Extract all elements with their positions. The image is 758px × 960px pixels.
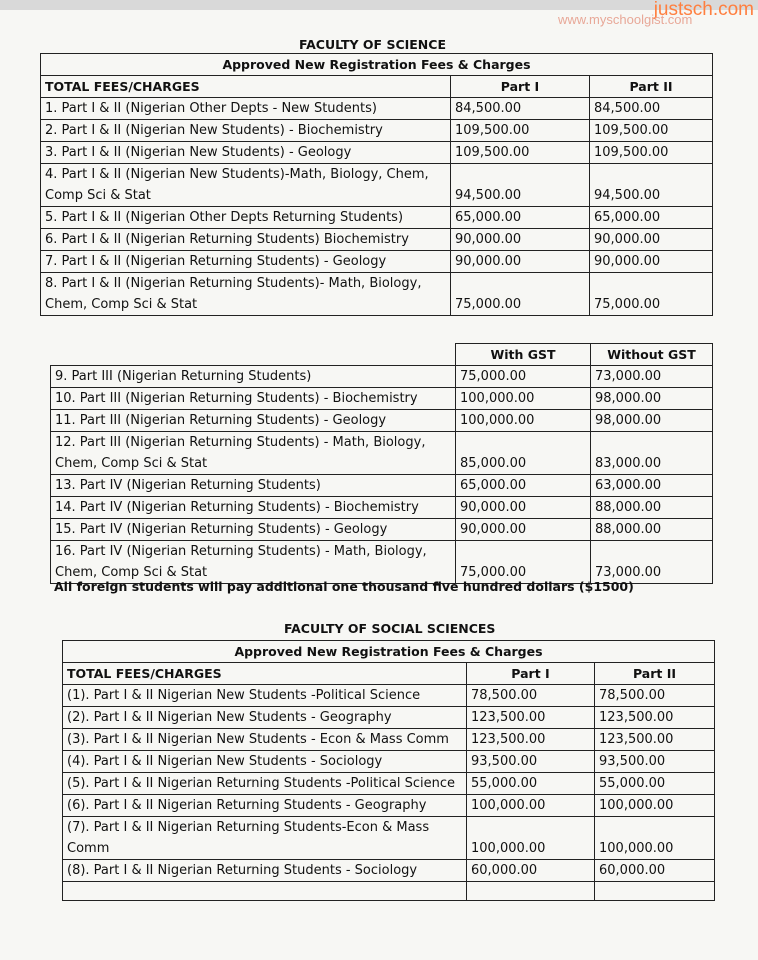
fee-value-col2: 100,000.00 — [595, 817, 715, 860]
fee-description: 3. Part I & II (Nigerian New Students) - Geology — [41, 142, 451, 164]
fee-value-col1: 90,000.00 — [451, 229, 590, 251]
fee-value-col2: 90,000.00 — [590, 229, 713, 251]
table-row — [51, 475, 713, 497]
fee-value-col2: 73,000.00 — [591, 541, 713, 584]
fee-description: (4). Part I & II Nigerian New Students - Sociology — [63, 751, 467, 773]
fee-value-col2: 88,000.00 — [591, 519, 713, 541]
empty-cell — [595, 882, 715, 901]
table-row — [51, 497, 713, 519]
fee-value-col2: 63,000.00 — [591, 475, 713, 497]
fee-value-col1: 109,500.00 — [451, 142, 590, 164]
table-row — [51, 410, 713, 432]
fee-description: (7). Part I & II Nigerian Returning Students-Econ & Mass Comm — [63, 817, 467, 860]
table-row — [41, 98, 713, 120]
fee-value-col2: 94,500.00 — [590, 164, 713, 207]
fee-value-col1: 78,500.00 — [467, 685, 595, 707]
table-row — [51, 541, 713, 584]
blank-cell — [51, 344, 456, 366]
empty-cell — [467, 882, 595, 901]
top-bar — [0, 0, 758, 10]
fee-description: 1. Part I & II (Nigerian Other Depts - New Students) — [41, 98, 451, 120]
fee-value-col2: 84,500.00 — [590, 98, 713, 120]
fee-value-col2: 83,000.00 — [591, 432, 713, 475]
fee-value-col2: 98,000.00 — [591, 388, 713, 410]
table-row — [63, 795, 715, 817]
empty-cell — [63, 882, 467, 901]
fee-value-col2: 90,000.00 — [590, 251, 713, 273]
fee-value-col2: 100,000.00 — [595, 795, 715, 817]
science-subtitle: Approved New Registration Fees & Charges — [41, 54, 713, 76]
science-title: FACULTY OF SCIENCE — [299, 37, 446, 52]
fee-value-col1: 90,000.00 — [456, 497, 591, 519]
table-row — [63, 817, 715, 860]
fee-value-col2: 65,000.00 — [590, 207, 713, 229]
fee-description: (6). Part I & II Nigerian Returning Students - Geography — [63, 795, 467, 817]
table-row — [41, 120, 713, 142]
fee-value-col1: 109,500.00 — [451, 120, 590, 142]
table-row — [41, 207, 713, 229]
table-row — [63, 729, 715, 751]
fee-value-col2: 88,000.00 — [591, 497, 713, 519]
fee-value-col1: 65,000.00 — [451, 207, 590, 229]
table-header-row — [63, 663, 715, 685]
fee-value-col1: 94,500.00 — [451, 164, 590, 207]
table-row — [51, 388, 713, 410]
table-caption-row — [63, 641, 715, 663]
foreign-students-note: All foreign students will pay additional one thousand five hundred dollars ($1500) — [54, 579, 634, 594]
table-row — [41, 142, 713, 164]
fee-description: 13. Part IV (Nigerian Returning Students) — [51, 475, 456, 497]
fee-value-col1: 55,000.00 — [467, 773, 595, 795]
fee-description: 14. Part IV (Nigerian Returning Students) - Biochemistry — [51, 497, 456, 519]
table-row — [41, 251, 713, 273]
header-part-2: Part II — [590, 76, 713, 98]
fee-value-col1: 100,000.00 — [456, 410, 591, 432]
fee-description: 12. Part III (Nigerian Returning Students) - Math, Biology, Chem, Comp Sci & Stat — [51, 432, 456, 475]
fee-value-col1: 75,000.00 — [456, 541, 591, 584]
fee-value-col2: 123,500.00 — [595, 729, 715, 751]
fee-value-col1: 90,000.00 — [451, 251, 590, 273]
fee-value-col1: 85,000.00 — [456, 432, 591, 475]
fee-value-col2: 123,500.00 — [595, 707, 715, 729]
fee-value-col1: 75,000.00 — [456, 366, 591, 388]
fee-description: (2). Part I & II Nigerian New Students - Geography — [63, 707, 467, 729]
fee-value-col1: 100,000.00 — [456, 388, 591, 410]
header-with-gst: With GST — [456, 344, 591, 366]
social-rows-body — [63, 685, 715, 882]
table-header-row — [51, 344, 713, 366]
fee-description: 8. Part I & II (Nigerian Returning Students)- Math, Biology, Chem, Comp Sci & Stat — [41, 273, 451, 316]
table-row — [63, 860, 715, 882]
fee-value-col2: 73,000.00 — [591, 366, 713, 388]
fee-value-col2: 109,500.00 — [590, 142, 713, 164]
table-header-row — [41, 76, 713, 98]
header-part-1: Part I — [451, 76, 590, 98]
fee-value-col1: 100,000.00 — [467, 817, 595, 860]
table-row — [63, 773, 715, 795]
watermark-site: www.myschoolgist.com — [558, 12, 693, 27]
fee-value-col1: 123,500.00 — [467, 729, 595, 751]
header-without-gst: Without GST — [591, 344, 713, 366]
table-row — [51, 366, 713, 388]
science-fees-table — [40, 53, 713, 316]
fee-description: 16. Part IV (Nigerian Returning Students) - Math, Biology, Chem, Comp Sci & Stat — [51, 541, 456, 584]
table-row — [41, 164, 713, 207]
science-gst-table — [50, 343, 713, 584]
table-row — [51, 519, 713, 541]
fee-value-col2: 109,500.00 — [590, 120, 713, 142]
fee-value-col2: 55,000.00 — [595, 773, 715, 795]
fee-value-col1: 100,000.00 — [467, 795, 595, 817]
fee-description: 15. Part IV (Nigerian Returning Students) - Geology — [51, 519, 456, 541]
table-row — [51, 432, 713, 475]
fee-description: 2. Part I & II (Nigerian New Students) - Biochemistry — [41, 120, 451, 142]
header-total-fees: TOTAL FEES/CHARGES — [63, 663, 467, 685]
fee-value-col2: 98,000.00 — [591, 410, 713, 432]
social-subtitle: Approved New Registration Fees & Charges — [63, 641, 715, 663]
table-row — [63, 685, 715, 707]
fee-value-col1: 75,000.00 — [451, 273, 590, 316]
table-row — [63, 751, 715, 773]
fee-value-col2: 78,500.00 — [595, 685, 715, 707]
science-rows-body — [41, 98, 713, 316]
fee-description: 6. Part I & II (Nigerian Returning Students) Biochemistry — [41, 229, 451, 251]
fee-value-col1: 90,000.00 — [456, 519, 591, 541]
fee-value-col1: 123,500.00 — [467, 707, 595, 729]
table-row — [63, 707, 715, 729]
fee-description: 5. Part I & II (Nigerian Other Depts Returning Students) — [41, 207, 451, 229]
social-title: FACULTY OF SOCIAL SCIENCES — [284, 621, 496, 636]
social-fees-table — [62, 640, 715, 901]
fee-description: (8). Part I & II Nigerian Returning Students - Sociology — [63, 860, 467, 882]
fee-description: 9. Part III (Nigerian Returning Students) — [51, 366, 456, 388]
fee-description: (5). Part I & II Nigerian Returning Students -Political Science — [63, 773, 467, 795]
fee-description: (3). Part I & II Nigerian New Students - Econ & Mass Comm — [63, 729, 467, 751]
fee-description: 10. Part III (Nigerian Returning Students) - Biochemistry — [51, 388, 456, 410]
fee-value-col1: 65,000.00 — [456, 475, 591, 497]
table-caption-row — [41, 54, 713, 76]
empty-row — [63, 882, 715, 901]
fee-description: (1). Part I & II Nigerian New Students -Political Science — [63, 685, 467, 707]
header-part-2: Part II — [595, 663, 715, 685]
fee-description: 11. Part III (Nigerian Returning Students) - Geology — [51, 410, 456, 432]
fee-value-col2: 60,000.00 — [595, 860, 715, 882]
header-total-fees: TOTAL FEES/CHARGES — [41, 76, 451, 98]
science-gst-rows-body — [51, 366, 713, 584]
fee-description: 4. Part I & II (Nigerian New Students)-Math, Biology, Chem, Comp Sci & Stat — [41, 164, 451, 207]
fee-description: 7. Part I & II (Nigerian Returning Students) - Geology — [41, 251, 451, 273]
watermark-brand: justsch.com — [653, 0, 754, 20]
table-row — [41, 229, 713, 251]
fee-value-col2: 75,000.00 — [590, 273, 713, 316]
fee-value-col1: 84,500.00 — [451, 98, 590, 120]
fee-value-col2: 93,500.00 — [595, 751, 715, 773]
header-part-1: Part I — [467, 663, 595, 685]
fee-value-col1: 60,000.00 — [467, 860, 595, 882]
table-row — [41, 273, 713, 316]
fee-value-col1: 93,500.00 — [467, 751, 595, 773]
